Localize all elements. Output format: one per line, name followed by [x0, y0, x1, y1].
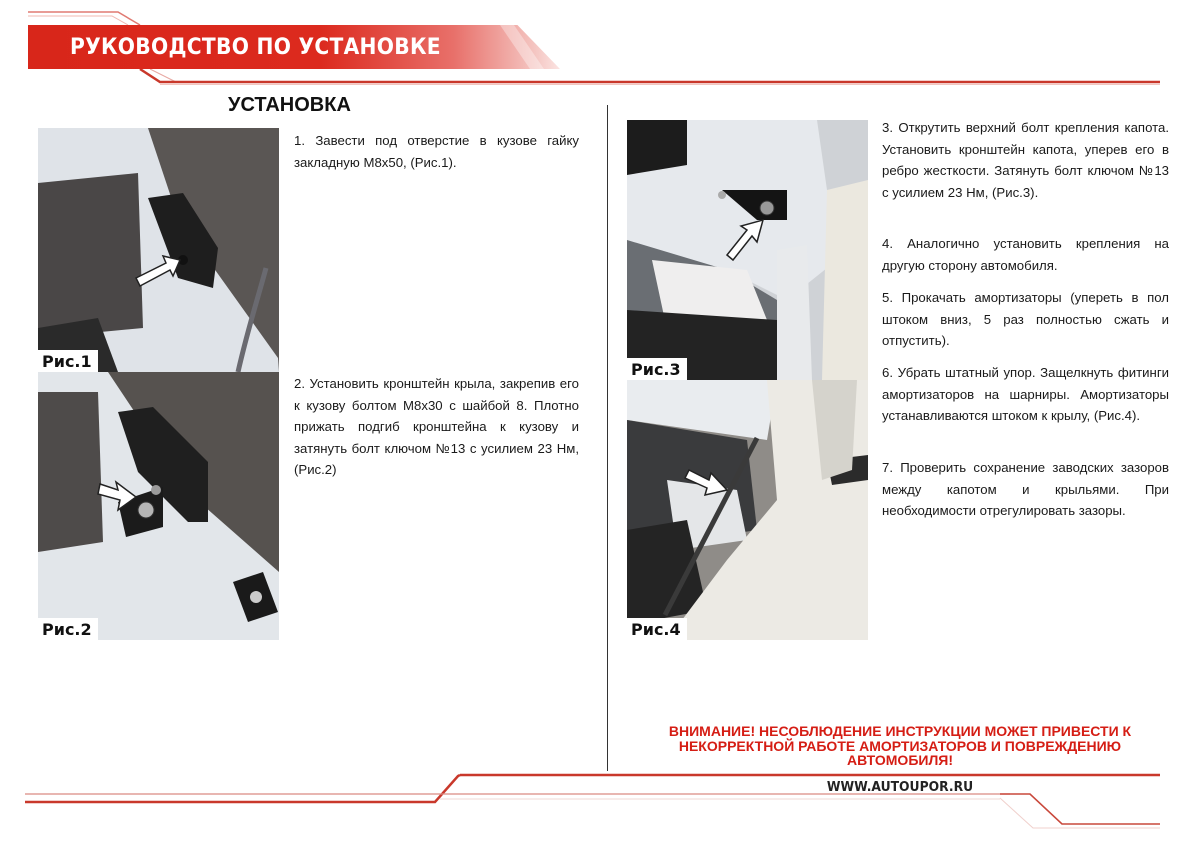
step-6-text: 6. Убрать штатный упор. Защелкнуть фитинги амортизаторов на шарниры. Амортизаторы устанавливаются штоком к крылу, (Рис.4).	[882, 365, 1169, 423]
step-2-text: 2. Установить кронштейн крыла, закрепив его к кузову болтом М8х30 с шайбой 8. Плотно прижать подгиб кронштейна к кузову и затянуть болт ключом №13 с усилием 23 Нм, (Рис.2)	[294, 376, 579, 477]
document-title: РУКОВОДСТВО ПО УСТАНОВКЕ	[70, 35, 441, 60]
column-divider	[607, 105, 608, 771]
step-1-text: 1. Завести под отверстие в кузове гайку закладную М8х50, (Рис.1).	[294, 133, 579, 170]
figure-4-label: Рис.4	[627, 618, 687, 640]
website-link[interactable]: WWW.AUTOUPOR.RU	[826, 780, 974, 795]
figure-3-photo	[627, 120, 868, 380]
warning-line-1: ВНИМАНИЕ! НЕСОБЛЮДЕНИЕ ИНСТРУКЦИИ МОЖЕТ ПРИВЕСТИ К	[668, 723, 1132, 739]
step-4-text: 4. Аналогично установить крепления на другую сторону автомобиля.	[882, 236, 1169, 273]
step-5-text: 5. Прокачать амортизаторы (упереть в пол штоком вниз, 5 раз полностью сжать и отпустить).	[882, 290, 1169, 348]
figure-1-label: Рис.1	[38, 350, 98, 372]
step-3-text: 3. Открутить верхний болт крепления капота. Установить кронштейн капота, уперев его в ребро жесткости. Затянуть болт ключом №13 с усилием 23 Нм, (Рис.3).	[882, 120, 1169, 200]
figure-2-photo	[38, 372, 279, 640]
footer-decor-lines	[0, 765, 1200, 840]
step-7-text: 7. Проверить сохранение заводских зазоров между капотом и крыльями. При необходимости отрегулировать зазоры.	[882, 460, 1169, 518]
warning-line-2: НЕКОРРЕКТНОЙ РАБОТЕ АМОРТИЗАТОРОВ И ПОВРЕЖДЕНИЮ	[678, 737, 1122, 754]
figure-4-photo	[627, 380, 868, 640]
section-title: УСТАНОВКА	[228, 94, 351, 116]
header-band-stripe	[500, 25, 570, 69]
figure-3-label: Рис.3	[627, 358, 687, 380]
warning-line-3: АВТОМОБИЛЯ!	[846, 752, 953, 768]
figure-2-label: Рис.2	[38, 618, 98, 640]
figure-1-photo	[38, 128, 279, 372]
warning-text	[640, 724, 1160, 768]
